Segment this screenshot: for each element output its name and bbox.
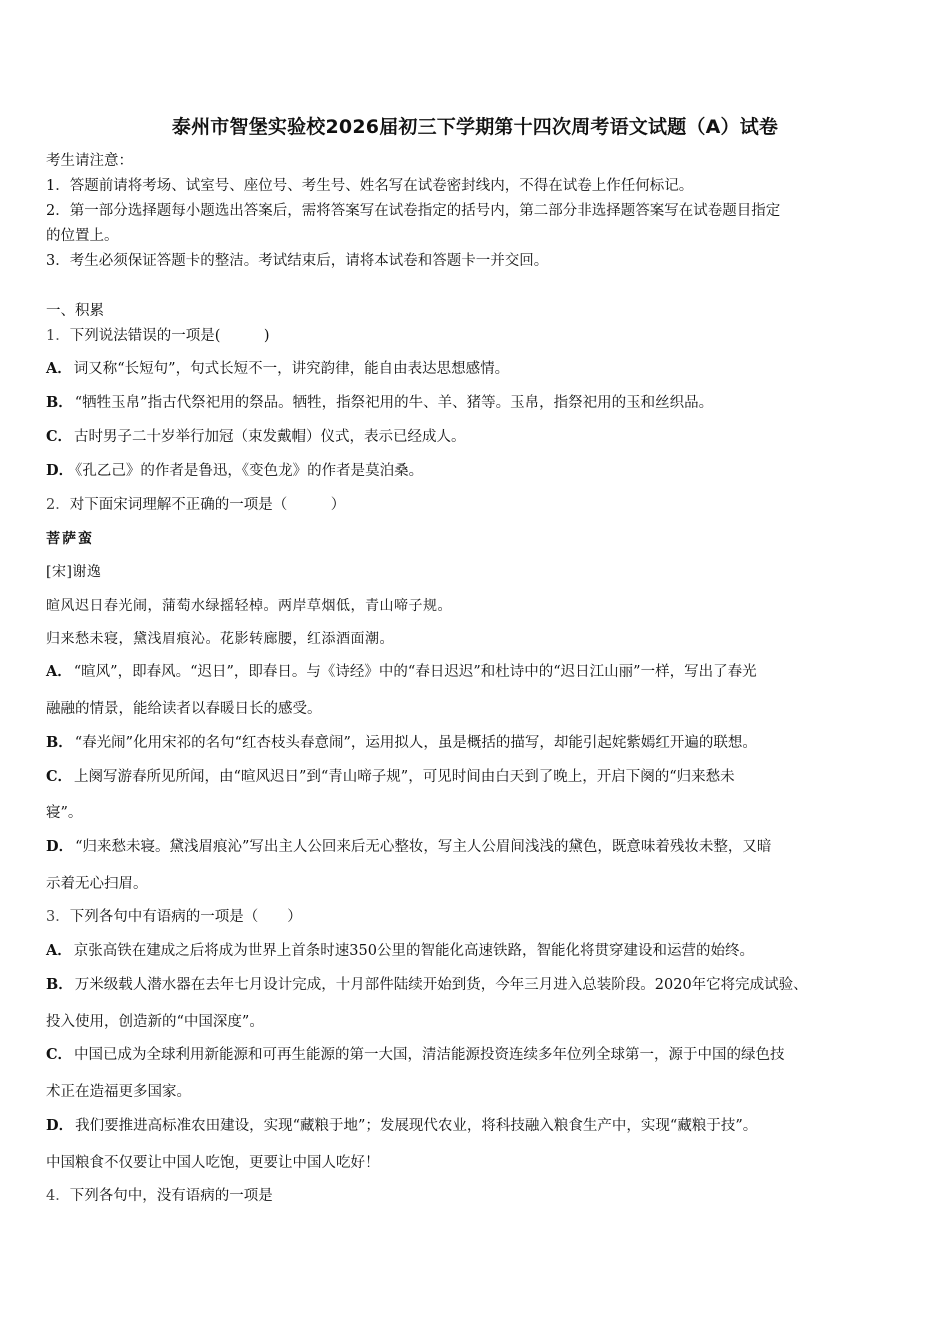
q2-option-b xyxy=(46,733,916,753)
option-text: “暄风”，即春风。“迟日”，即春日。与《诗经》中的“春日迟迟”和杜诗中的“迟日江山丽”一样，写出了春光 xyxy=(73,664,757,680)
option-label: D． xyxy=(46,838,74,855)
q1-option-c xyxy=(46,427,916,447)
option-text: “春光闹”化用宋祁的名句“红杏枝头春意闹”，运用拟人，虽是概括的描写，却能引起姹紫嫣红开遍的联想。 xyxy=(74,735,757,751)
q3-option-c-cont: 术正在造福更多国家。 xyxy=(46,1084,191,1100)
question-stem: 下列各句中有语病的一项是（ ） xyxy=(69,909,302,925)
option-text: 万米级载人潜水器在去年七月设计完成，十月部件陆续开始到货，今年三月进入总装阶段。2020年它将完成试验、 xyxy=(74,977,808,993)
poem-line: 归来愁未寝，黛浅眉痕沁。花影转廊腰，红添酒面潮。 xyxy=(46,631,394,647)
q2-option-c xyxy=(46,767,916,787)
option-text: “归来愁未寝。黛浅眉痕沁”写出主人公回来后无心整妆，写主人公眉间浅浅的黛色，既意味着残妆未整，又暗 xyxy=(75,839,772,855)
option-text: 京张高铁在建成之后将成为世界上首条时速350公里的智能化高速铁路，智能化将贯穿建设和运营的始终。 xyxy=(73,943,754,959)
option-label: C． xyxy=(46,1046,73,1063)
q1-option-b xyxy=(46,393,916,413)
q3-option-d xyxy=(46,1116,916,1136)
option-text: 古时男子二十岁举行加冠（束发戴帽）仪式，表示已经成人。 xyxy=(74,429,466,445)
notice-item: 的位置上。 xyxy=(46,228,119,244)
section-heading: 一、积累 xyxy=(46,303,104,319)
q1-option-d xyxy=(46,461,916,481)
question-3 xyxy=(46,907,916,927)
q2-option-d xyxy=(46,837,916,857)
q3-option-d-cont: 中国粮食不仅要让中国人吃饱，更要让中国人吃好！ xyxy=(46,1155,380,1171)
poem-line: 暄风迟日春光闹，蒲萄水绿摇轻棹。两岸草烟低，青山啼子规。 xyxy=(46,598,452,614)
question-1 xyxy=(46,326,916,346)
poem-title: 菩萨蛮 xyxy=(46,531,94,547)
question-number: 2． xyxy=(46,497,70,513)
question-number: 1． xyxy=(46,328,70,344)
q2-option-d-cont: 示着无心扫眉。 xyxy=(46,876,148,892)
q2-option-a xyxy=(46,662,916,682)
option-label: D． xyxy=(46,462,74,479)
question-stem: 对下面宋词理解不正确的一项是（ ） xyxy=(69,497,346,513)
q3-option-b-cont: 投入使用，创造新的“中国深度”。 xyxy=(46,1014,264,1030)
option-text: “牺牲玉帛”指古代祭祀用的祭品。牺牲，指祭祀用的牛、羊、猪等。玉帛，指祭祀用的玉和丝织品。 xyxy=(74,395,714,411)
option-label: C． xyxy=(46,428,73,445)
q3-option-b xyxy=(46,975,916,995)
option-label: B． xyxy=(46,394,73,411)
option-label: B． xyxy=(46,976,73,993)
notice-item: 1．答题前请将考场、试室号、座位号、考生号、姓名写在试卷密封线内，不得在试卷上作任何标记。 xyxy=(46,178,694,194)
option-text: 词又称“长短句”，句式长短不一，讲究韵律，能自由表达思想感情。 xyxy=(73,361,510,377)
notice-item: 2．第一部分选择题每小题选出答案后，需将答案写在试卷指定的括号内，第二部分非选择题答案写在试卷题目指定 xyxy=(46,203,781,219)
question-number: 4． xyxy=(46,1188,70,1204)
option-text: 中国已成为全球利用新能源和可再生能源的第一大国，清洁能源投资连续多年位列全球第一，源于中国的绿色技 xyxy=(74,1047,785,1063)
page-title: 泰州市智堡实验校2026届初三下学期第十四次周考语文试题（A）试卷 xyxy=(171,116,779,138)
q2-option-c-cont: 寝”。 xyxy=(46,805,83,821)
question-stem: 下列说法错误的一项是( ) xyxy=(69,328,270,344)
question-4 xyxy=(46,1186,916,1206)
poem-author: [宋]谢逸 xyxy=(46,564,102,580)
q3-option-c xyxy=(46,1045,916,1065)
option-text: 我们要推进高标准农田建设，实现“藏粮于地”；发展现代农业，将科技融入粮食生产中，实现“藏粮于技”。 xyxy=(75,1118,758,1134)
notice-heading: 考生请注意： xyxy=(46,153,133,169)
question-number: 3． xyxy=(46,909,70,925)
option-text: 《孔乙己》的作者是鲁迅，《变色龙》的作者是莫泊桑。 xyxy=(75,463,424,479)
notice-item: 3．考生必须保证答题卡的整洁。考试结束后，请将本试卷和答题卡一并交回。 xyxy=(46,253,549,269)
question-stem: 下列各句中，没有语病的一项是 xyxy=(69,1188,273,1204)
option-text: 上阕写游春所见所闻，由“暄风迟日”到“青山啼子规”，可见时间由白天到了晚上，开启下阕的“归来愁未 xyxy=(74,769,735,785)
option-label: B． xyxy=(46,734,73,751)
question-2 xyxy=(46,495,916,515)
q2-option-a-cont: 融融的情景，能给读者以春暖日长的感受。 xyxy=(46,701,322,717)
option-label: A． xyxy=(46,663,72,680)
option-label: D． xyxy=(46,1117,74,1134)
q1-option-a xyxy=(46,359,916,379)
option-label: C． xyxy=(46,768,73,785)
option-label: A． xyxy=(46,942,72,959)
q3-option-a xyxy=(46,941,916,961)
option-label: A． xyxy=(46,360,72,377)
